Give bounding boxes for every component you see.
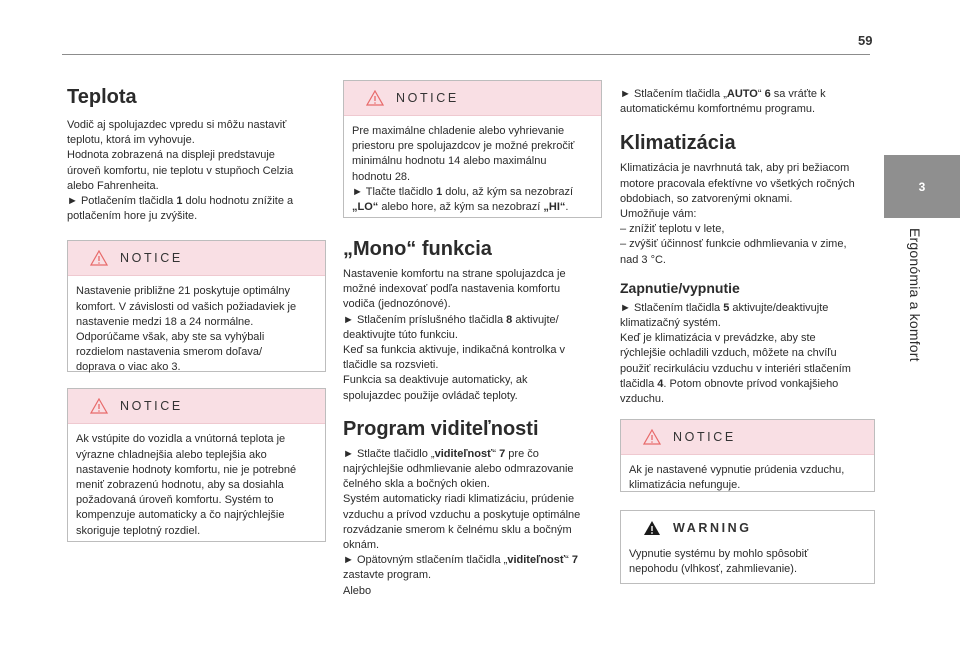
ac-text	[620, 161, 875, 267]
step-line: „LO“ alebo hore, až kým sa nezobrazí „HI“.	[352, 201, 569, 214]
text-line: meniť zobrazenú hodnotu, aby sa dosiahla	[76, 479, 284, 492]
notice-label: NOTICE	[396, 91, 459, 105]
step-line: ► Tlačte tlačidlo 1 dolu, až kým sa nezobrazí	[352, 185, 574, 198]
notice-header	[344, 81, 601, 116]
onoff-text	[620, 301, 875, 407]
text-line: teplotu, ktorá im vyhovuje.	[67, 134, 195, 147]
text-line: úroveň komfortu, nie teplotu v stupňoch Celzia	[67, 164, 294, 177]
text-line: použiť recirkuláciu vzduchu v interiéri stlačením	[620, 362, 851, 375]
text-line: Funkcia sa deaktivuje automaticky, ak	[343, 374, 528, 387]
notice-box	[67, 240, 326, 372]
text-line: tlačidle sa rozsvieti.	[343, 359, 439, 372]
text-line: vzduchu.	[620, 393, 665, 406]
text-line: nepohodu (vlhkosť, zahmlievanie).	[629, 563, 797, 576]
text-line: Hodnota zobrazená na displeji predstavuje	[67, 149, 275, 162]
text-line: tlačidla 4. Potom obnovte prívod vonkajšieho	[620, 377, 839, 390]
notice-header	[68, 241, 325, 276]
notice-header	[68, 389, 325, 424]
section-heading-temperature: Teplota	[67, 86, 137, 108]
chapter-title: Ergonómia a komfort	[907, 228, 923, 362]
notice-label: NOTICE	[673, 430, 736, 445]
text-line: zastavte program.	[343, 569, 432, 582]
text-line: – znížiť teplotu v lete,	[620, 223, 725, 236]
text-line: vodiča (jednozónové).	[343, 298, 451, 311]
text-line: možné indexovať podľa nastavenia komfortu	[343, 283, 561, 296]
section-heading-ac: Klimatizácia	[620, 132, 736, 155]
notice-box	[343, 80, 602, 218]
text-line: deaktivujte túto funkciu.	[343, 328, 458, 341]
section-heading-visibility: Program viditeľnosti	[343, 417, 539, 440]
text-line: automatickému komfortnému programu.	[620, 103, 816, 116]
warning-body	[621, 545, 874, 585]
step-line: ► Opätovným stlačením tlačidla „viditeľnosť“ 7	[343, 554, 578, 567]
text-line: Ak vstúpite do vozidla a vnútorná teplota je	[76, 433, 286, 446]
text-line: potlačením hore ju zvýšite.	[67, 210, 198, 223]
text-line: doprava o viac ako 3.	[76, 361, 181, 374]
text-line: kompenzuje automaticky a čo najrýchlejšie	[76, 509, 285, 522]
text-line: klimatizácia nefunguje.	[629, 479, 741, 492]
text-line: požadovaná úroveň komfortu. Systém to	[76, 494, 274, 507]
text-line: Keď je klimatizácia v prevádzke, aby ste	[620, 332, 816, 345]
text-line: spolujazdec použije ovládač teploty.	[343, 389, 518, 402]
notice-box	[620, 419, 875, 492]
warning-box	[620, 510, 875, 584]
top-divider	[62, 54, 870, 55]
notice-body	[68, 276, 325, 383]
text-line: klimatizačný systém.	[620, 317, 721, 330]
chapter-number: 3	[918, 179, 926, 194]
text-line: komfort. V závislosti od vašich požiadaviek je	[76, 300, 297, 313]
text-line: Systém automaticky riadi klimatizáciu, prúdenie	[343, 493, 575, 506]
text-line: rozvádzanie smerom k čelnému sklu a bočným	[343, 523, 572, 536]
section-heading-mono: „Mono“ funkcia	[343, 238, 492, 260]
page-number: 59	[858, 33, 873, 48]
text-line: oknám.	[343, 539, 380, 552]
warning-triangle-outline-icon	[90, 398, 108, 414]
text-line: rýchlejšie ochladili vzduch, môžete na chvíľu	[620, 347, 837, 360]
column-right	[620, 80, 875, 584]
text-line: – zvýšiť účinnosť funkcie odhmlievania v zime,	[620, 238, 847, 251]
warning-triangle-outline-icon	[643, 429, 661, 445]
notice-body	[344, 116, 601, 223]
notice-label: NOTICE	[120, 251, 183, 266]
step-line: ► Stlačte tlačidlo „viditeľnosť“ 7 pre čo	[343, 447, 539, 460]
text-line: najrýchlejšie odhmlievanie alebo odmrazovanie	[343, 463, 574, 476]
subsection-heading-onoff: Zapnutie/vypnutie	[620, 279, 740, 296]
notice-body	[68, 424, 325, 546]
mono-text	[343, 267, 602, 404]
text-line: minimálnu hodnotu 14 alebo maximálnu	[352, 155, 547, 168]
text-line: rozdielom nastavenia smerom doľava/	[76, 346, 263, 359]
step-line: ► Stlačením príslušného tlačidla 8 aktivujte/	[343, 313, 559, 326]
text-line: nastavenie medzi 18 a 24 normálne.	[76, 315, 254, 328]
column-middle	[343, 80, 602, 599]
text-line: Klimatizácia je navrhnutá tak, aby pri bežiacom	[620, 162, 850, 175]
text-line: skoriguje teplotný rozdiel.	[76, 524, 201, 537]
text-line: nastavenie hodnoty komfortu, nie je potrebné	[76, 463, 297, 476]
warning-header	[621, 511, 874, 545]
text-line: Pre maximálne chladenie alebo vyhrievanie	[352, 125, 565, 137]
text-line: Alebo	[343, 584, 372, 597]
notice-label: NOTICE	[120, 399, 183, 414]
text-line: nad 3 °C.	[620, 253, 666, 266]
chapter-tab	[884, 155, 960, 218]
text-line: vzduchu a prívod vzduchu a poskytuje optimálne	[343, 508, 581, 521]
column-left	[67, 80, 326, 542]
step-line: ► Potlačením tlačidla 1 dolu hodnotu znížite a	[67, 195, 294, 208]
warning-label: WARNING	[673, 521, 752, 536]
text-line: Nastavenie komfortu na strane spolujazdca je	[343, 268, 566, 280]
warning-triangle-filled-icon	[643, 520, 661, 536]
text-line: Ak je nastavené vypnutie prúdenia vzduchu,	[629, 464, 845, 477]
text-line: Umožňuje vám:	[620, 208, 697, 221]
text-line: čelného skla a bočných okien.	[343, 478, 490, 491]
text-line: priestoru pre spolujazdcov je možné prekročiť	[352, 140, 575, 153]
step-line: ► Stlačením tlačidla „AUTO“ 6 sa vráťte k	[620, 88, 826, 100]
text-line: hodnotu 28.	[352, 170, 411, 183]
text-line: Vypnutie systému by mohlo spôsobiť	[629, 548, 809, 561]
text-line: výrazne chladnejšia alebo teplejšia ako	[76, 448, 267, 461]
text-line: Nastavenie približne 21 poskytuje optimálny	[76, 285, 291, 298]
notice-box	[67, 388, 326, 542]
notice-body	[621, 455, 874, 501]
step-line: ► Stlačením tlačidla 5 aktivujte/deaktivujte	[620, 301, 829, 314]
warning-triangle-outline-icon	[90, 250, 108, 266]
text-line: motore pracovala efektívne vo všetkých ročných	[620, 177, 855, 190]
text-line: alebo Fahrenheita.	[67, 179, 159, 192]
notice-header	[621, 420, 874, 455]
text-line: obdobiach, so zatvorenými oknami.	[620, 192, 793, 205]
auto-text	[620, 87, 875, 117]
temperature-intro	[67, 118, 326, 224]
text-line: Odporúčame však, aby ste sa vyhýbali	[76, 331, 265, 344]
text-line: Vodič aj spolujazdec vpredu si môžu nastaviť	[67, 119, 287, 131]
warning-triangle-outline-icon	[366, 90, 384, 106]
visibility-text	[343, 447, 602, 599]
text-line: Keď sa funkcia aktivuje, indikačná kontrolka v	[343, 344, 565, 357]
